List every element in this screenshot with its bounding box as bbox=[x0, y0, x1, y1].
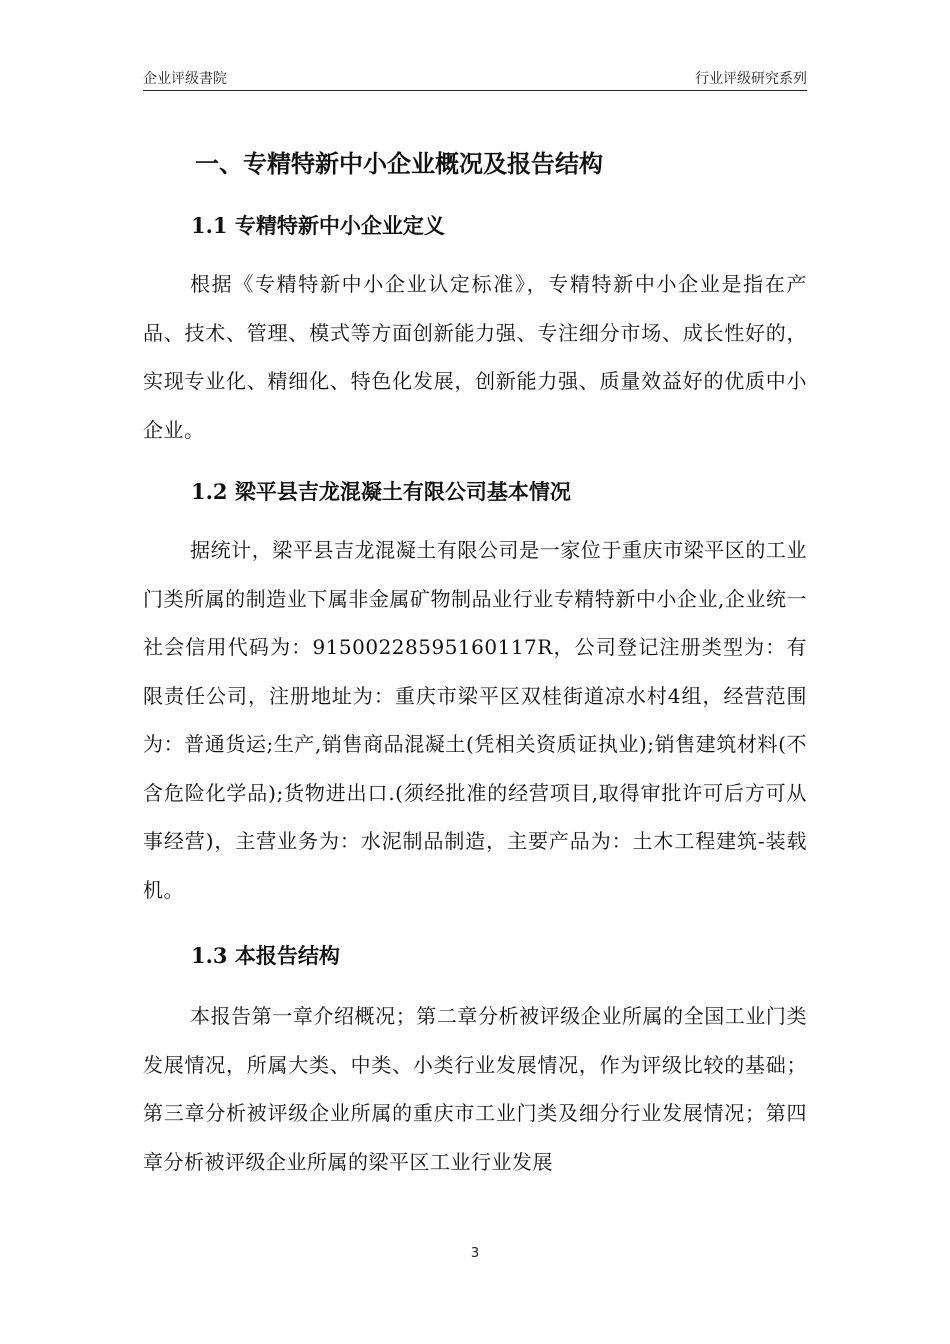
page-header bbox=[143, 66, 807, 91]
document-body bbox=[143, 140, 807, 1186]
section-paragraph: 本报告第一章介绍概况；第二章分析被评级企业所属的全国工业门类发展情况，所属大类、中类、小类行业发展情况，作为评级比较的基础；第三章分析被评级企业所属的重庆市工业门类及细分行业发展情况；第四章分析被评级企业所属的梁平区工业行业发展 bbox=[143, 1004, 807, 1174]
section-report-structure bbox=[143, 932, 807, 1186]
section-title: 1.2 梁平县吉龙混凝土有限公司基本情况 bbox=[191, 479, 571, 504]
section-definition bbox=[143, 202, 807, 454]
header-left-text: 企业评级書院 bbox=[143, 71, 227, 87]
section-title: 1.3 本报告结构 bbox=[191, 943, 340, 968]
section-company-info bbox=[143, 468, 807, 914]
page-number: 3 bbox=[470, 1246, 480, 1261]
section-paragraph: 据统计，梁平县吉龙混凝土有限公司是一家位于重庆市梁平区的工业门类所属的制造业下属非金属矿物制品业行业专精特新中小企业,企业统一社会信用代码为：91500228595160117R，公司登记注册类型为：有限责任公司，注册地址为：重庆市梁平区双桂街道凉水村4组，经营范围为：普通货运;生产,销售商品混凝土(凭相关资质证执业);销售建筑材料(不含危险化学品);货物进出口.(须经批准的经营项目,取得审批许可后方可从事经营)，主营业务为：水泥制品制造，主要产品为：土木工程建筑-装载机。 bbox=[143, 538, 807, 902]
section-title: 1.1 专精特新中小企业定义 bbox=[191, 213, 445, 238]
chapter-title: 一、专精特新中小企业概况及报告结构 bbox=[195, 149, 603, 178]
header-right-text: 行业评级研究系列 bbox=[695, 71, 807, 87]
section-paragraph: 根据《专精特新中小企业认定标准》，专精特新中小企业是指在产品、技术、管理、模式等方面创新能力强、专注细分市场、成长性好的，实现专业化、精细化、特色化发展，创新能力强、质量效益好的优质中小企业。 bbox=[143, 272, 807, 442]
